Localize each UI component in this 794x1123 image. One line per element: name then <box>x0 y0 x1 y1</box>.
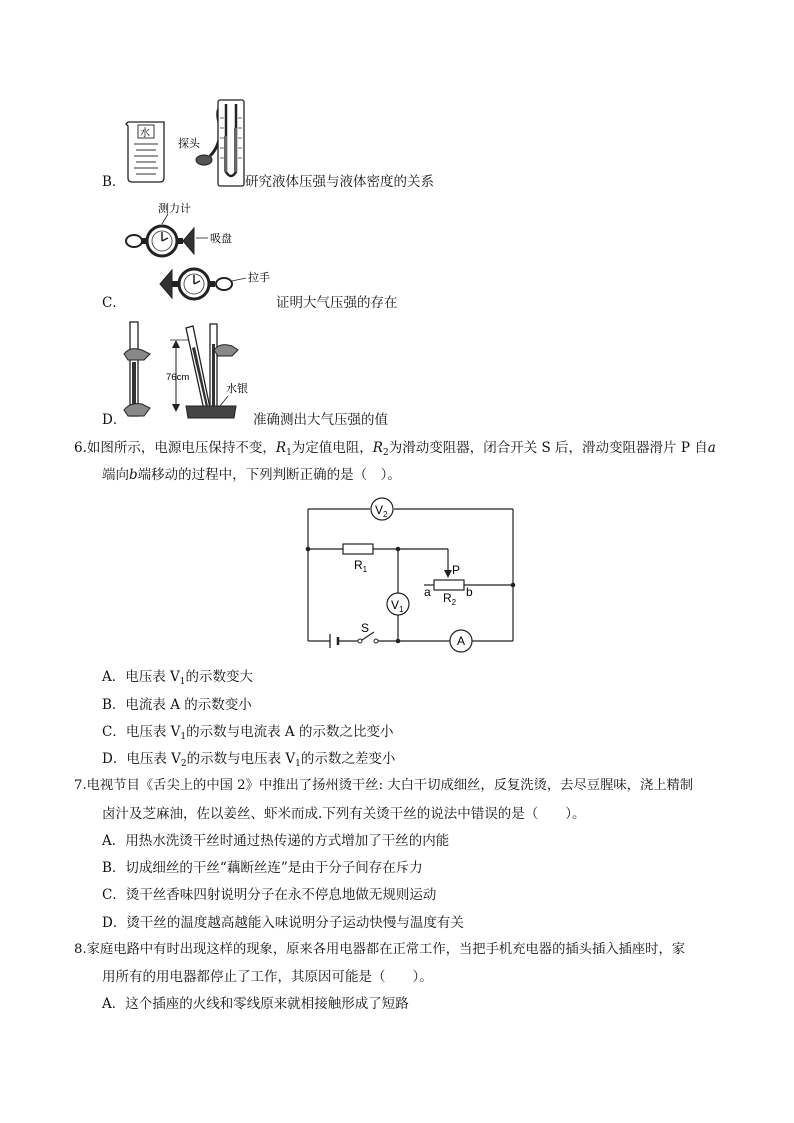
probe-icon <box>196 155 212 165</box>
dynamometer-label: 测力计 <box>158 203 191 215</box>
r1-label: $R_1$ <box>354 558 368 574</box>
question-8-stem-line2: 用所有的用电器都停止了工作，其原因可能是（ ）。 <box>102 969 433 985</box>
end-a-label: a <box>424 585 431 599</box>
hand-icon <box>124 404 150 416</box>
hand-icon <box>214 345 238 356</box>
question-6-stem-line2: 端向b端移动的过程中，下列判断正确的是（ ）。 <box>102 467 401 483</box>
question-6-option-b: B．电流表 A 的示数变小 <box>102 697 252 713</box>
question-6-option-d: D．电压表 $V_2$的示数与电压表 $V_1$的示数之差变小 <box>102 751 396 769</box>
hand-icon <box>124 349 150 360</box>
r2-label: $R_2$ <box>443 591 457 607</box>
end-b-label: b <box>466 585 473 599</box>
option-b-text: 研究液体压强与液体密度的关系 <box>245 174 434 190</box>
question-7-stem-line1: 7.电视节目《舌尖上的中国 2》中推出了扬州烫干丝: 大白干切成细丝，反复洗烫，去尽豆腥味，浇上精制 <box>74 778 694 793</box>
option-c-letter: C． <box>102 295 126 311</box>
mercury-label: 水银 <box>226 383 248 395</box>
question-6-stem-line1: 6.如图所示，电源电压保持不变，$R_1$为定值电阻，$R_2$为滑动变阻器，闭合开关 S 后，滑动变阻器滑片 P 自a <box>74 440 716 458</box>
switch-s-label: S <box>361 621 370 635</box>
handle-label: 拉手 <box>248 272 270 284</box>
switch-icon <box>358 639 362 643</box>
probe-label: 探头 <box>178 138 200 150</box>
question-7-option-b: B．切成细丝的干丝“藕断丝连”是由于分子间存在斥力 <box>102 860 423 876</box>
option-c-text: 证明大气压强的存在 <box>276 295 398 311</box>
slider-p-label: P <box>452 563 461 577</box>
option-d-text: 准确测出大气压强的值 <box>253 412 388 428</box>
svg-text:V2: $V_2$ <box>375 503 388 519</box>
question-8-option-a: A．这个插座的火线和零线原来就相接触形成了短路 <box>102 996 409 1012</box>
question-7-option-a: A．用热水洗烫干丝时通过热传递的方式增加了干丝的内能 <box>102 833 450 849</box>
option-d-letter: D． <box>102 412 127 428</box>
question-6-option-c: C．电压表 $V_1$的示数与电流表 A 的示数之比变小 <box>102 724 394 742</box>
svg-text:V1: $V_1$ <box>391 598 404 614</box>
question-7-option-c: C．烫干丝香味四射说明分子在永不停息地做无规则运动 <box>102 887 437 903</box>
svg-text:A: A <box>457 634 466 648</box>
question-8-stem-line1: 8.家庭电路中有时出现这样的现象，原来各用电器都在正常工作，当把手机充电器的插头插入插座时，家 <box>74 942 686 957</box>
option-b-letter: B． <box>102 174 126 190</box>
height-label: 76cm <box>166 372 190 383</box>
water-label: 水 <box>140 128 150 139</box>
suction-cup-label: 吸盘 <box>210 233 232 245</box>
torricelli-figure <box>120 318 260 422</box>
liquid-pressure-figure <box>120 98 250 190</box>
question-6-option-a: A．电压表 $V_1$的示数变大 <box>102 669 254 687</box>
question-7-stem-line2: 卤汁及芝麻油，佐以姜丝、虾米而成.下列有关烫干丝的说法中错误的是（ ）。 <box>102 806 586 822</box>
question-7-option-d: D．烫干丝的温度越高越能入味说明分子运动快慢与温度有关 <box>102 915 464 931</box>
circuit-diagram <box>300 494 522 654</box>
magdeburg-figure <box>122 198 282 306</box>
